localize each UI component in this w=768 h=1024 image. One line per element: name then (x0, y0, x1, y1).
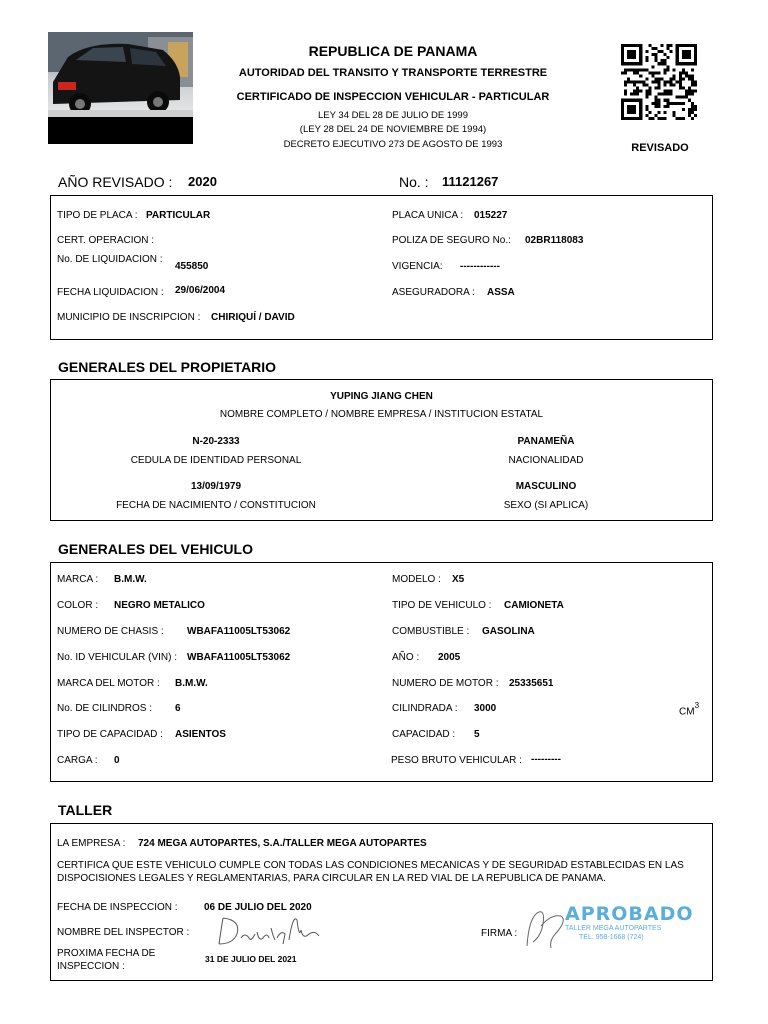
owner-name-label: NOMBRE COMPLETO / NOMBRE EMPRESA / INSTITUCION ESTATAL (219, 409, 544, 420)
stamp-sub: TALLER MEGA AUTOPARTES (565, 925, 662, 932)
qr-code-icon (621, 44, 697, 120)
vehicle-box (50, 562, 713, 782)
capacidad-label: CAPACIDAD : (392, 729, 456, 740)
proxima-label-2: INSPECCION : (57, 961, 125, 972)
taller-section-title: TALLER (58, 802, 113, 818)
decree-line: DECRETO EJECUTIVO 273 DE AGOSTO DE 1993 (283, 139, 503, 150)
inspector-label: NOMBRE DEL INSPECTOR : (57, 927, 190, 938)
combustible-label: COMBUSTIBLE : (392, 626, 470, 637)
vigencia-value: ------------ (460, 261, 500, 272)
owner-section-title: GENERALES DEL PROPIETARIO (58, 359, 277, 375)
firma-label: FIRMA : (481, 928, 518, 939)
certifica-line-1: CERTIFICA QUE ESTE VEHICULO CUMPLE CON TODAS LAS CONDICIONES MECANICAS Y DE SEGURIDAD ESTABLECIDAS EN LAS (57, 860, 684, 871)
owner-birth-value: 13/09/1979 (190, 481, 242, 492)
revisado-label: REVISADO (631, 142, 689, 154)
owner-id-label: CEDULA DE IDENTIDAD PERSONAL (130, 455, 302, 466)
chasis-value: WBAFA11005LT53062 (187, 626, 291, 637)
owner-box (50, 379, 713, 521)
cilindros-label: No. DE CILINDROS : (57, 703, 153, 714)
modelo-label: MODELO : (392, 574, 441, 585)
color-label: COLOR : (57, 600, 99, 611)
vehicle-section-title: GENERALES DEL VEHICULO (58, 541, 253, 557)
cilindrada-label: CILINDRADA : (392, 703, 458, 714)
plate-info-box (50, 195, 713, 340)
owner-nationality-value: PANAMEÑA (517, 436, 575, 447)
year-reviewed-value: 2020 (188, 174, 217, 189)
marca-motor-label: MARCA DEL MOTOR : (57, 678, 160, 689)
cilindrada-value: 3000 (474, 703, 497, 714)
anio-value: 2005 (438, 652, 461, 663)
marca-label: MARCA : (57, 574, 99, 585)
stamp-title: APROBADO (565, 903, 694, 925)
anio-label: AÑO : (392, 652, 420, 663)
num-motor-label: NUMERO DE MOTOR : (392, 678, 499, 689)
proxima-label-1: PROXIMA FECHA DE (57, 948, 156, 959)
liquidacion-label: No. DE LIQUIDACION : (57, 254, 163, 265)
owner-sex-value: MASCULINO (515, 481, 577, 492)
capacidad-value: 5 (474, 729, 480, 740)
cilindrada-unit: $CM^3$ (679, 701, 700, 718)
capacidad-tipo-label: TIPO DE CAPACIDAD : (57, 729, 163, 740)
cert-operacion-label: CERT. OPERACION : (57, 235, 155, 246)
tipo-placa-value: PARTICULAR (146, 210, 211, 221)
vigencia-label: VIGENCIA: (392, 261, 443, 272)
vin-value: WBAFA11005LT53062 (187, 652, 291, 663)
capacidad-tipo-value: ASIENTOS (175, 729, 226, 740)
carga-label: CARGA : (57, 755, 98, 766)
carga-value: 0 (114, 755, 120, 766)
law-line-2: (LEY 28 DEL 24 DE NOVIEMBRE DE 1994) (299, 124, 487, 135)
certifica-line-2: DISPOCISIONES LEGALES Y REGLAMENTARIAS, PARA CIRCULAR EN LA RED VIAL DE LA REPUBLICA DE PANAMA. (57, 873, 606, 884)
law-line-1: LEY 34 DEL 28 DE JULIO DE 1999 (318, 110, 468, 121)
owner-sex-label: SEXO (SI APLICA) (503, 500, 589, 511)
tipo-vehiculo-label: TIPO DE VEHICULO : (392, 600, 492, 611)
municipio-value: CHIRIQUÍ / DAVID (211, 312, 295, 323)
owner-birth-label: FECHA DE NACIMIENTO / CONSTITUCION (116, 500, 316, 511)
color-value: NEGRO METALICO (114, 600, 205, 611)
peso-label: PESO BRUTO VEHICULAR : (391, 755, 522, 766)
marca-motor-value: B.M.W. (175, 678, 208, 689)
approval-stamp (565, 903, 694, 948)
empresa-label: LA EMPRESA : (57, 838, 126, 849)
inspector-signature (211, 910, 321, 950)
certificate-title: CERTIFICADO DE INSPECCION VEHICULAR - PARTICULAR (236, 91, 550, 103)
republic-title: REPUBLICA DE PANAMA (308, 43, 478, 59)
fecha-inspeccion-label: FECHA DE INSPECCION : (57, 902, 178, 913)
liquidacion-value: 455850 (175, 261, 209, 272)
stamp-tel: TEL. 958-1668 (724) (579, 934, 644, 941)
marca-value: B.M.W. (114, 574, 147, 585)
poliza-value: 02BR118083 (525, 235, 584, 246)
modelo-value: X5 (452, 574, 465, 585)
aseguradora-value: ASSA (487, 287, 515, 298)
placa-unica-value: 015227 (474, 210, 508, 221)
owner-id-value: N-20-2333 (192, 436, 240, 447)
year-reviewed-label: AÑO REVISADO : (58, 174, 173, 190)
combustible-value: GASOLINA (482, 626, 535, 637)
owner-nationality-label: NACIONALIDAD (508, 455, 584, 466)
tipo-vehiculo-value: CAMIONETA (504, 600, 564, 611)
vehicle-photo (48, 32, 193, 144)
poliza-label: POLIZA DE SEGURO No.: (392, 235, 511, 246)
certificate-no-value: 11121267 (442, 174, 499, 189)
owner-name: YUPING JIANG CHEN (330, 391, 433, 402)
placa-unica-label: PLACA UNICA : (392, 210, 464, 221)
fecha-liquidacion-value: 29/06/2004 (175, 285, 226, 296)
aseguradora-label: ASEGURADORA : (392, 287, 475, 298)
fecha-inspeccion-value: 06 DE JULIO DEL 2020 (204, 902, 312, 913)
chasis-label: NUMERO DE CHASIS : (57, 626, 164, 637)
municipio-label: MUNICIPIO DE INSCRIPCION : (57, 312, 201, 323)
taller-box (50, 823, 713, 981)
tipo-placa-label: TIPO DE PLACA : (57, 210, 138, 221)
empresa-value: 724 MEGA AUTOPARTES, S.A./TALLER MEGA AUTOPARTES (138, 838, 427, 849)
certificate-no-label: No. : (399, 174, 429, 190)
cilindros-value: 6 (175, 703, 181, 714)
peso-value: --------- (531, 754, 561, 765)
fecha-liquidacion-label: FECHA LIQUIDACION : (57, 287, 164, 298)
vin-label: No. ID VEHICULAR (VIN) : (57, 652, 178, 663)
num-motor-value: 25335651 (509, 678, 554, 689)
proxima-value: 31 DE JULIO DEL 2021 (205, 954, 297, 964)
firma-signature (521, 906, 571, 954)
authority-title: AUTORIDAD DEL TRANSITO Y TRANSPORTE TERRESTRE (238, 67, 548, 79)
